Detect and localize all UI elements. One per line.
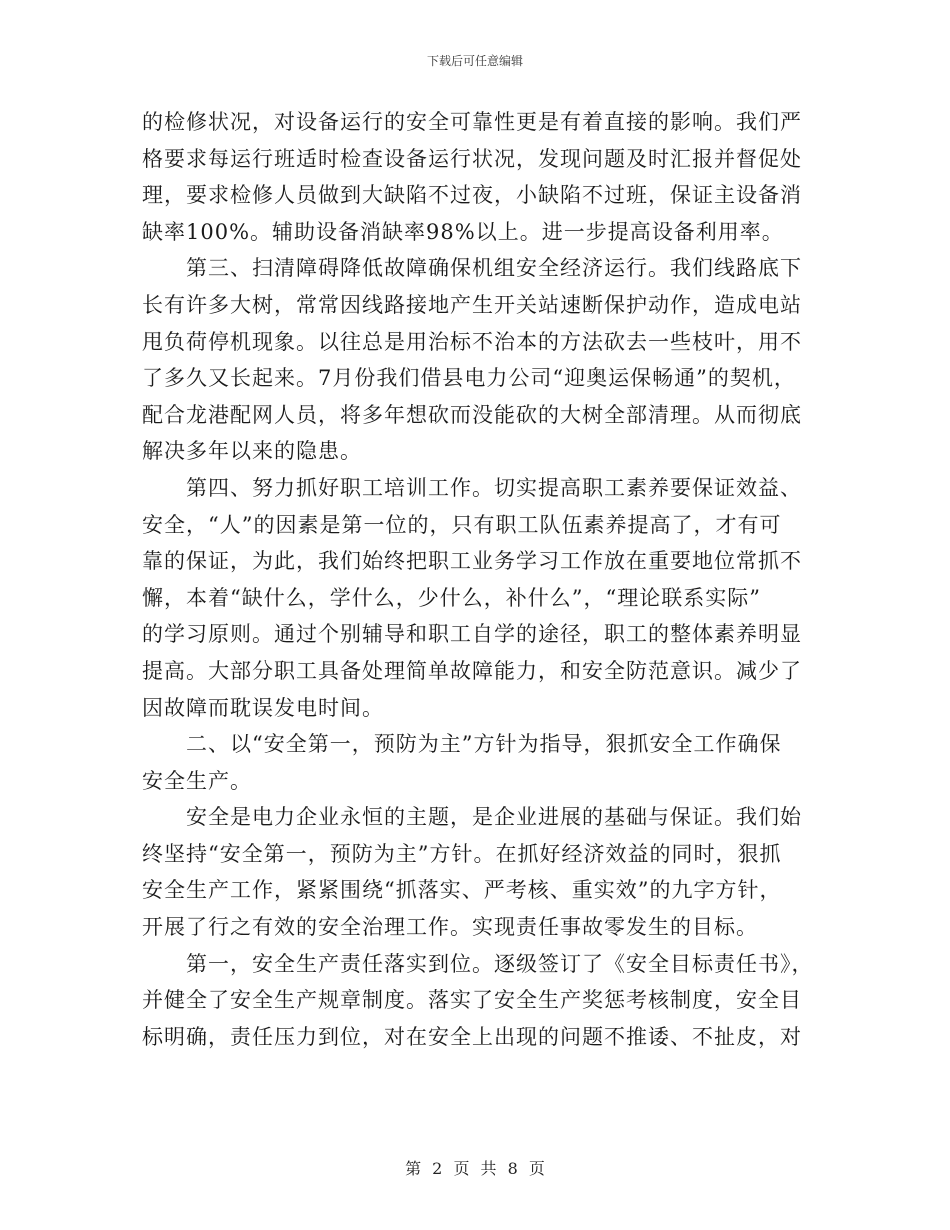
text-line: 提高。大部分职工具备处理简单故障能力，和安全防范意识。减少了: [142, 658, 802, 683]
text-line: 甩负荷停机现象。以往总是用治标不治本的方法砍去一些枝叶，用不: [142, 329, 802, 354]
text-line: 安全，“人”的因素是第一位的，只有职工队伍素养提高了，才有可: [142, 512, 782, 537]
paragraph-start-line: 第一，安全生产责任落实到位。逐级签订了《安全目标责任书》，: [186, 951, 814, 976]
text-line: 理，要求检修人员做到大缺陷不过夜，小缺陷不过班，保证主设备消: [142, 183, 802, 208]
paragraph-start-line: 第四、努力抓好职工培训工作。切实提高职工素养要保证效益、: [186, 475, 802, 500]
paragraph-start-line: 安全是电力企业永恒的主题，是企业进展的基础与保证。我们始: [186, 805, 802, 830]
text-line: 长有许多大树，常常因线路接地产生开关站速断保护动作，造成电站: [142, 292, 802, 317]
text-line: 配合龙港配网人员，将多年想砍而没能砍的大树全部清理。从而彻底: [142, 402, 802, 427]
paragraph-start-line: 第三、扫清障碍降低故障确保机组安全经济运行。我们线路底下: [186, 256, 802, 281]
section-heading-line: 二、以“安全第一，预防为主”方针为指导，狠抓安全工作确保: [186, 732, 782, 757]
page-header: 下载后可任意编辑: [426, 54, 523, 68]
text-line: 的检修状况，对设备运行的安全可靠性更是有着直接的影响。我们严: [142, 110, 802, 134]
page-number-footer: 第 2 页 共 8 页: [405, 1159, 545, 1178]
text-line: 格要求每运行班适时检查设备运行状况，发现问题及时汇报并督促处: [142, 146, 802, 171]
text-line: 标明确，责任压力到位，对在安全上出现的问题不推诿、不扯皮，对: [142, 1024, 802, 1049]
text-line: 靠的保证，为此，我们始终把职工业务学习工作放在重要地位常抓不: [142, 549, 802, 574]
text-line: 并健全了安全生产规章制度。落实了安全生产奖惩考核制度，安全目: [142, 988, 802, 1013]
text-line: 缺率100%。辅助设备消缺率98%以上。进一步提高设备利用率。: [142, 219, 784, 244]
text-line: 的学习原则。通过个别辅导和职工自学的途径，职工的整体素养明显: [142, 622, 802, 647]
text-line: 终坚持“安全第一，预防为主”方针。在抓好经济效益的同时，狠抓: [142, 841, 782, 866]
text-line: 安全生产工作，紧紧围绕“抓落实、严考核、重实效”的九字方针，: [142, 878, 782, 903]
document-body: [142, 104, 814, 1055]
text-line: 懈，本着“缺什么，学什么，少什么，补什么”，“理论联系实际”: [142, 585, 761, 610]
text-line: 因故障而耽误发电时间。: [142, 695, 384, 720]
section-heading-line: 安全生产。: [142, 768, 252, 793]
text-line: 解决多年以来的隐患。: [142, 439, 362, 464]
text-line: 开展了行之有效的安全治理工作。实现责任事故零发生的目标。: [142, 915, 758, 940]
text-line: 了多久又长起来。7月份我们借县电力公司“迎奥运保畅通”的契机，: [142, 366, 796, 391]
